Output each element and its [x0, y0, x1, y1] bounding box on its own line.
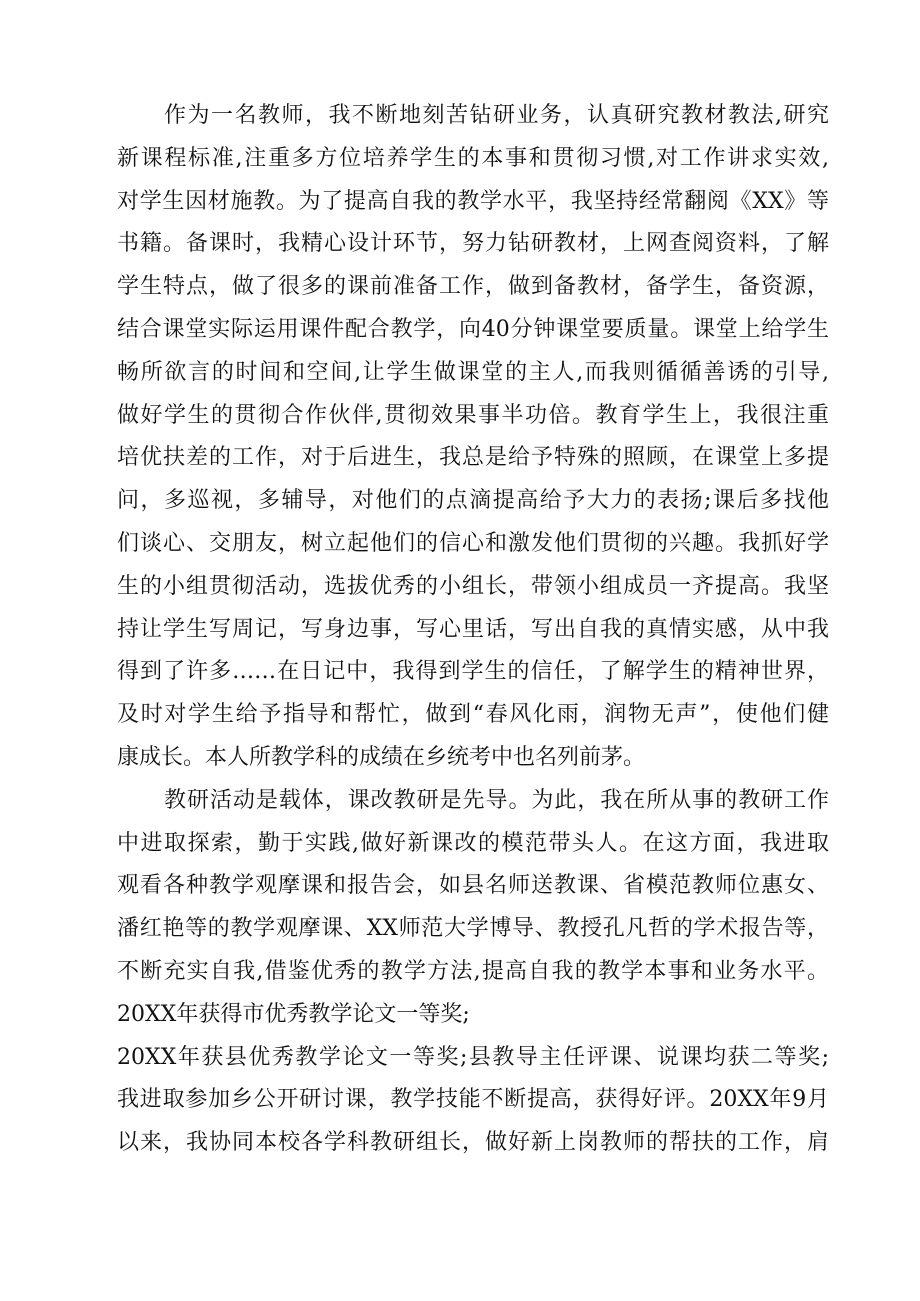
text-line: 结合课堂实际运用课件配合教学，向40分钟课堂要质量。课堂上给学生: [117, 316, 829, 342]
paragraph-teaching-research: [117, 780, 829, 1037]
text-line: 生的小组贯彻活动，选拔优秀的小组长，带领小组成员一齐提高。我坚: [117, 573, 829, 599]
text-line: 问，多巡视，多辅导，对他们的点滴提高给予大力的表扬;课后多找他: [117, 488, 829, 514]
text-line: 20XX年获县优秀教学论文一等奖;县教导主任评课、说课均获二等奖;: [117, 1044, 829, 1070]
text-line: 对学生因材施教。为了提高自我的教学水平，我坚持经常翻阅《XX》等: [117, 188, 829, 214]
text-line: 中进取探索，勤于实践,做好新课改的模范带头人。在这方面，我进取: [117, 830, 829, 856]
document-body: [117, 95, 829, 1165]
text-line: 们谈心、交朋友，树立起他们的信心和激发他们贯彻的兴趣。我抓好学: [117, 530, 829, 556]
text-line: 潘红艳等的教学观摩课、XX师范大学博导、教授孔凡哲的学术报告等，: [117, 916, 829, 942]
text-line: 作为一名教师，我不断地刻苦钻研业务，认真研究教材教法,研究: [164, 103, 829, 128]
paragraph-teaching-work: [117, 95, 829, 780]
text-line: 教研活动是载体，课改教研是先导。为此，我在所从事的教研工作: [164, 787, 829, 813]
text-line: 20XX年获得市优秀教学论文一等奖;: [117, 1001, 470, 1027]
text-line: 做好学生的贯彻合作伙伴,贯彻效果事半功倍。教育学生上，我很注重: [117, 402, 829, 428]
text-line: 及时对学生给予指导和帮忙，做到“春风化雨，润物无声”，使他们健: [117, 702, 829, 728]
text-line: 得到了许多……在日记中，我得到学生的信任，了解学生的精神世界，: [117, 659, 829, 685]
text-line: 我进取参加乡公开研讨课，教学技能不断提高，获得好评。20XX年9月: [117, 1087, 829, 1113]
text-line: 新课程标准,注重多方位培养学生的本事和贯彻习惯,对工作讲求实效,: [117, 145, 829, 171]
text-line: 学生特点，做了很多的课前准备工作，做到备教材，备学生，备资源，: [117, 274, 829, 300]
text-line: 以来，我协同本校各学科教研组长，做好新上岗教师的帮扶的工作，肩: [117, 1130, 829, 1156]
text-line: 培优扶差的工作，对于后进生，我总是给予特殊的照顾，在课堂上多提: [117, 445, 829, 471]
paragraph-awards: [117, 1037, 829, 1165]
text-line: 不断充实自我,借鉴优秀的教学方法,提高自我的教学本事和业务水平。: [117, 958, 829, 984]
text-line: 观看各种教学观摩课和报告会，如县名师送教课、省模范教师位惠女、: [117, 873, 829, 899]
text-line: 畅所欲言的时间和空间,让学生做课堂的主人,而我则循循善诱的引导,: [117, 359, 829, 385]
text-line: 持让学生写周记，写身边事，写心里话，写出自我的真情实感，从中我: [117, 616, 829, 642]
text-line: 康成长。本人所教学科的成绩在乡统考中也名列前茅。: [117, 744, 646, 770]
text-line: 书籍。备课时，我精心设计环节，努力钻研教材，上网查阅资料，了解: [117, 231, 829, 257]
